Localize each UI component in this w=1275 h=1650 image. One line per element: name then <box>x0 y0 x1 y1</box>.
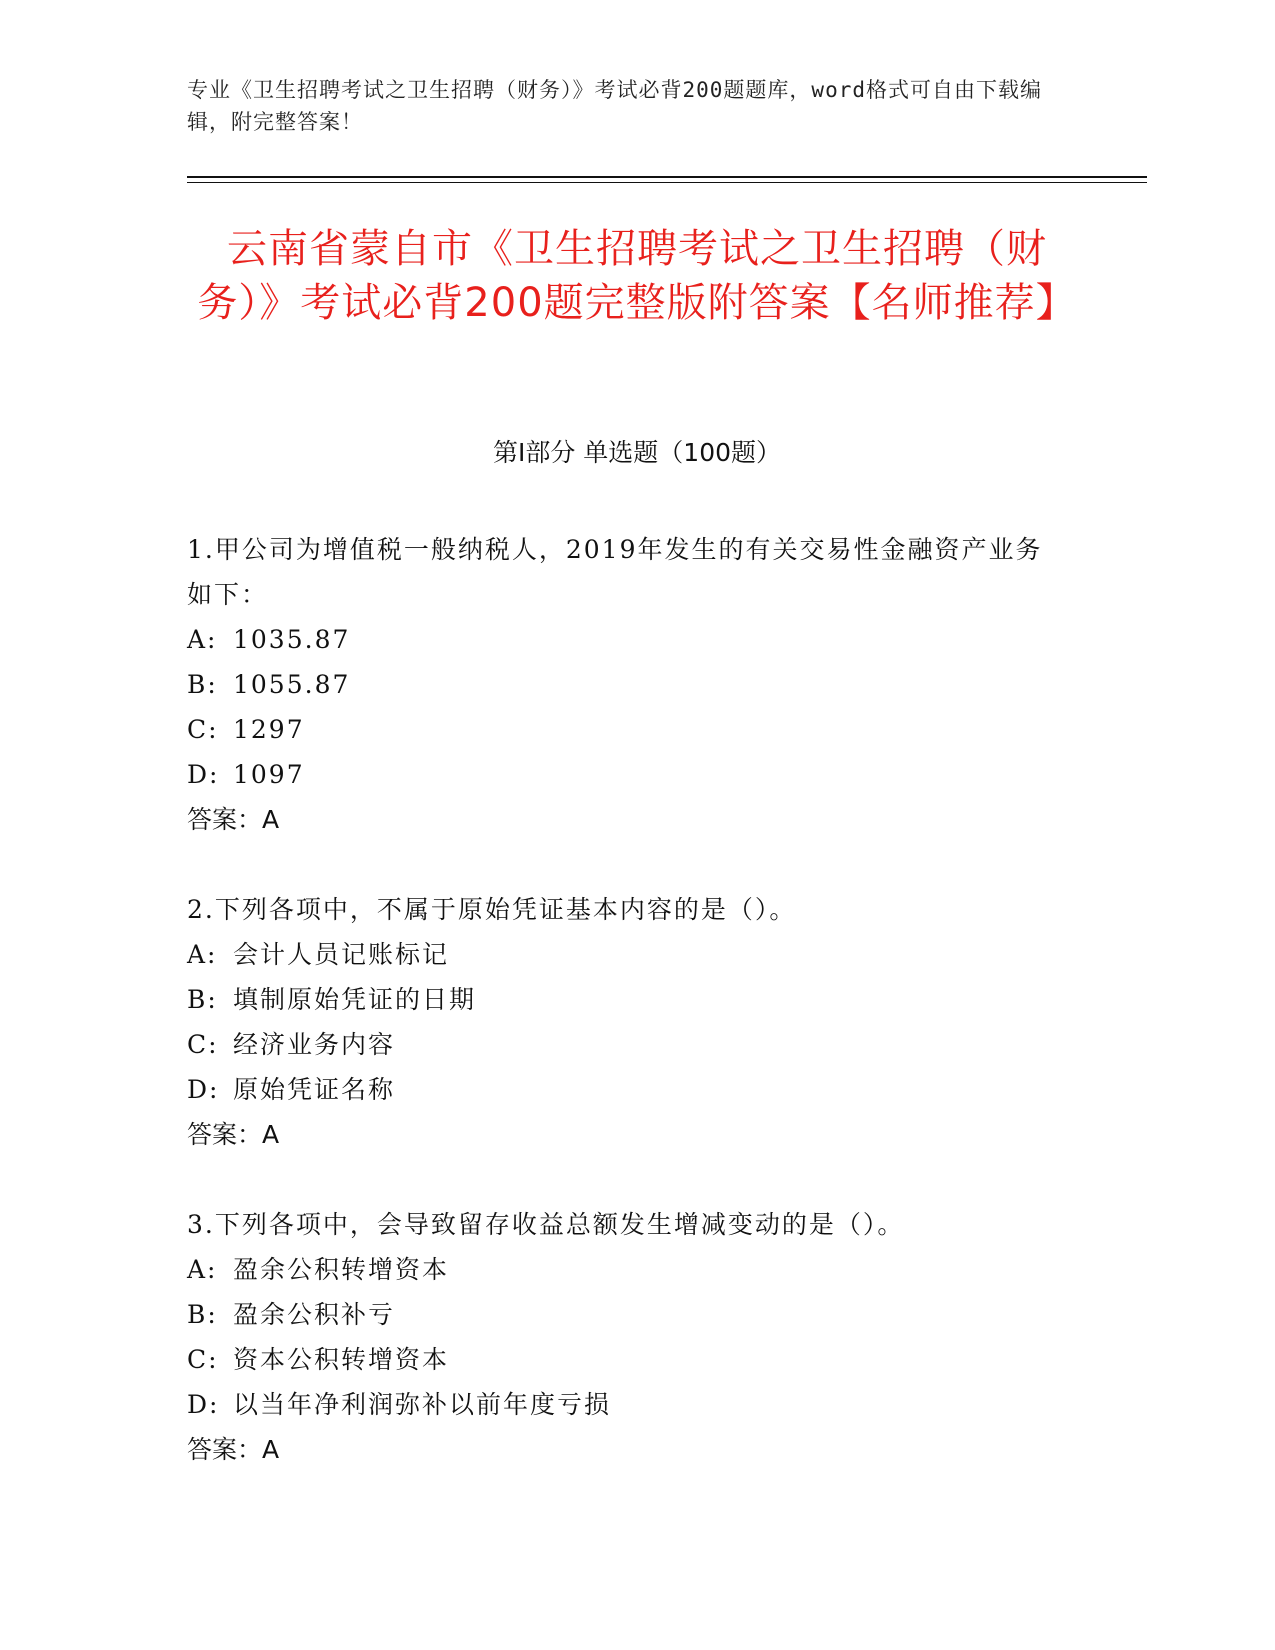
option-c <box>187 1337 1067 1382</box>
question-1 <box>187 527 1067 842</box>
option-letter: A: <box>187 1255 218 1284</box>
answer-line: 答案：A <box>187 1435 280 1464</box>
question-2 <box>187 887 1067 1157</box>
option-letter: C: <box>187 1030 219 1059</box>
question-list <box>187 527 1067 1517</box>
question-stem: 2.下列各项中，不属于原始凭证基本内容的是（）。 <box>187 895 797 924</box>
option-letter: D: <box>187 760 220 789</box>
option-d <box>187 752 1067 797</box>
header-note: 专业《卫生招聘考试之卫生招聘（财务）》考试必背200题题库，word格式可自由下载编辑，附完整答案！ <box>187 78 1042 134</box>
option-text: 以当年净利润弥补以前年度亏损 <box>233 1390 612 1419</box>
option-text: 1035.87 <box>233 625 351 654</box>
option-text: 资本公积转增资本 <box>233 1345 450 1374</box>
option-letter: A: <box>187 940 218 969</box>
option-letter: B: <box>187 1300 218 1329</box>
option-c <box>187 1022 1067 1067</box>
header-divider-thin <box>187 182 1147 183</box>
option-text: 填制原始凭证的日期 <box>233 985 477 1014</box>
option-b <box>187 662 1067 707</box>
option-text: 原始凭证名称 <box>233 1075 396 1104</box>
option-d <box>187 1382 1067 1427</box>
option-text: 盈余公积转增资本 <box>233 1255 450 1284</box>
option-text: 1297 <box>233 715 305 744</box>
option-text: 1097 <box>233 760 305 789</box>
option-letter: B: <box>187 670 218 699</box>
option-b <box>187 1292 1067 1337</box>
header-divider-thick <box>187 176 1147 178</box>
option-b <box>187 977 1067 1022</box>
option-letter: D: <box>187 1075 220 1104</box>
option-letter: B: <box>187 985 218 1014</box>
option-a <box>187 932 1067 977</box>
option-letter: D: <box>187 1390 220 1419</box>
option-c <box>187 707 1067 752</box>
option-letter: C: <box>187 715 219 744</box>
document-title: 云南省蒙自市《卫生招聘考试之卫生招聘（财务）》考试必背200题完整版附答案【名师推荐】 <box>197 226 1077 326</box>
question-stem: 3.下列各项中，会导致留存收益总额发生增减变动的是（）。 <box>187 1210 905 1239</box>
answer-line: 答案：A <box>187 805 280 834</box>
option-a <box>187 1247 1067 1292</box>
option-text: 会计人员记账标记 <box>233 940 450 969</box>
option-letter: C: <box>187 1345 219 1374</box>
answer-line: 答案：A <box>187 1120 280 1149</box>
option-d <box>187 1067 1067 1112</box>
question-3 <box>187 1202 1067 1472</box>
option-a <box>187 617 1067 662</box>
option-text: 1055.87 <box>233 670 351 699</box>
option-text: 经济业务内容 <box>233 1030 396 1059</box>
option-text: 盈余公积补亏 <box>233 1300 396 1329</box>
section-title: 第I部分 单选题（100题） <box>492 438 782 467</box>
option-letter: A: <box>187 625 218 654</box>
question-stem: 1.甲公司为增值税一般纳税人，2019年发生的有关交易性金融资产业务如下： <box>187 535 1043 609</box>
